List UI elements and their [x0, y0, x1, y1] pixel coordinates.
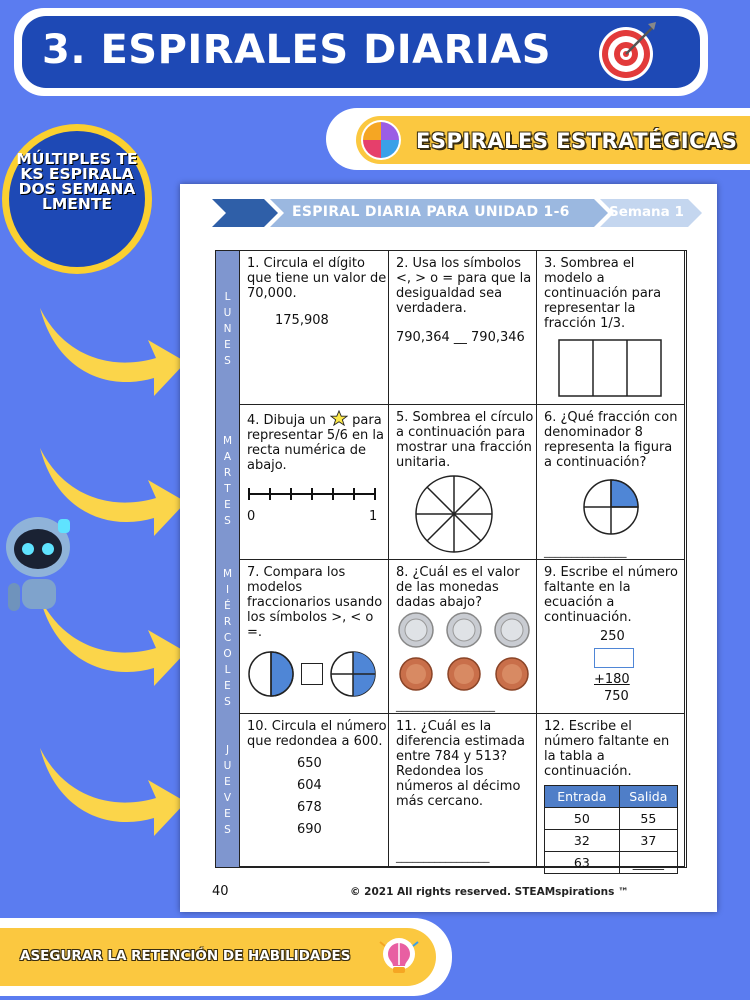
quarter-coins [399, 613, 529, 647]
day-letter: M [222, 435, 234, 447]
question-cell-7 [240, 560, 389, 714]
day-letter: A [223, 451, 233, 463]
day-letter: S [224, 696, 232, 708]
day-letter: L [224, 664, 232, 676]
table-row [545, 808, 678, 830]
comparison-answer-box[interactable] [301, 663, 323, 685]
day-letter: É [224, 600, 232, 612]
penny-coins [400, 658, 528, 690]
worksheet-header-title: ESPIRAL DIARIA PARA UNIDAD 1-6 [292, 204, 570, 220]
spiral-grid [215, 250, 687, 868]
question-cell-1 [240, 251, 389, 405]
question-text-part: 4. Dibuja un [247, 413, 326, 428]
day-letters [216, 289, 240, 369]
rounding-option[interactable]: 604 [297, 778, 322, 793]
arrow-icon [36, 300, 186, 400]
coins-illustration [396, 612, 532, 694]
question-cell-10 [240, 714, 389, 867]
day-letter: R [223, 467, 233, 479]
equation-sum: 750 [604, 689, 629, 704]
question-cell-2 [389, 251, 537, 405]
question-cell-8 [389, 560, 537, 714]
day-letters [216, 742, 240, 838]
missing-number-box[interactable] [594, 648, 634, 668]
question-cell-3 [537, 251, 685, 405]
equation-top: 250 [600, 629, 625, 644]
day-letter: E [224, 776, 232, 788]
table-row [545, 852, 678, 874]
day-label-martes [216, 405, 240, 560]
question-text: 10. Circula el número que redondea a 600. [247, 719, 387, 749]
day-letter: S [224, 515, 232, 527]
circle-quarters-model [582, 478, 640, 536]
question-cell-9 [537, 560, 685, 714]
question-text: 11. ¿Cuál es la diferencia estimada entre 784 y 513? Redondea los números al décimo más cercano. [396, 719, 525, 809]
robot-icon [0, 505, 80, 625]
table-cell: 63 [545, 852, 620, 874]
day-letter: O [223, 648, 233, 660]
day-letter: S [224, 355, 232, 367]
question-text: 7. Compara los modelos fraccionarios usando los símbolos >, < o =. [247, 565, 383, 640]
retention-label: ASEGURAR LA RETENCIÓN DE HABILIDADES [20, 948, 351, 964]
fraction-comparison [247, 650, 388, 698]
day-letter: N [223, 323, 233, 335]
equation-addend: +180 [594, 672, 630, 687]
day-label-lunes [216, 251, 240, 405]
table-cell: 37 [619, 830, 677, 852]
day-letters [216, 433, 240, 529]
number-line[interactable] [247, 487, 379, 501]
question-text: 12. Escribe el número faltante en la tabla a continuación. [544, 719, 670, 779]
day-letter: V [223, 792, 233, 804]
day-label-jueves [216, 714, 240, 867]
question-cell-11 [389, 714, 537, 867]
question-cell-12 [537, 714, 685, 870]
answer-blank[interactable]: _______________ [544, 545, 627, 558]
answer-blank[interactable]: _________________ [396, 850, 490, 863]
table-cell: 32 [545, 830, 620, 852]
number-line-zero: 0 [247, 509, 256, 524]
table-row [545, 830, 678, 852]
rounding-option[interactable]: 690 [297, 822, 322, 837]
input-output-table [544, 785, 678, 874]
page-title: 3. ESPIRALES DIARIAS [42, 27, 552, 73]
table-header-row [545, 786, 678, 808]
question-cell-5 [389, 405, 537, 560]
day-letter: J [225, 744, 231, 756]
table-header: Entrada [545, 786, 620, 808]
inequality-expression[interactable]: 790,364 __ 790,346 [396, 330, 525, 345]
question-text: 9. Escribe el número faltante en la ecuación a continuación. [544, 565, 678, 625]
day-letter: C [223, 632, 233, 644]
question-text: 6. ¿Qué fracción con denominador 8 representa la figura a continuación? [544, 410, 678, 470]
table-cell-blank[interactable]: _____ [619, 852, 677, 874]
strategy-quadrant-icon [360, 119, 402, 161]
day-letter: E [224, 680, 232, 692]
copyright: © 2021 All rights reserved. STEAMspirations ™ [350, 886, 629, 898]
strategy-label: ESPIRALES ESTRATÉGICAS [416, 129, 738, 153]
rounding-options [297, 753, 388, 841]
day-letter: T [224, 483, 232, 495]
question-text: 8. ¿Cuál es el valor de las monedas dadas abajo? [396, 565, 520, 610]
worksheet-header-week: Semana 1 [609, 204, 684, 220]
question-cell-6 [537, 405, 685, 560]
question-text: 5. Sombrea el círculo a continuación para mostrar una fracción unitaria. [396, 410, 534, 470]
day-letter: S [224, 824, 232, 836]
question-text: 3. Sombrea el modelo a continuación para representar la fracción 1/3. [544, 256, 662, 331]
circle-eighths-model[interactable] [414, 474, 494, 554]
day-letter: U [223, 760, 233, 772]
rounding-option[interactable]: 650 [297, 756, 322, 771]
table-header: Salida [619, 786, 677, 808]
page-number: 40 [212, 884, 229, 899]
day-label-miercoles [216, 560, 240, 714]
question-text: 1. Circula el dígito que tiene un valor de 70,000. [247, 256, 387, 301]
fraction-bar-model[interactable] [558, 339, 662, 397]
worksheet-page [180, 184, 717, 912]
circle-half-model [247, 650, 295, 698]
question-cell-4 [240, 405, 389, 560]
day-letter: E [224, 808, 232, 820]
rounding-option[interactable]: 678 [297, 800, 322, 815]
day-letter: I [225, 584, 231, 596]
brain-lightbulb-icon [376, 934, 422, 980]
table-cell: 55 [619, 808, 677, 830]
day-letters [216, 566, 240, 710]
question-text: 2. Usa los símbolos <, > o = para que la desigualdad sea verdadera. [396, 256, 532, 316]
table-cell: 50 [545, 808, 620, 830]
day-letter: R [223, 616, 233, 628]
day-letter: M [222, 568, 234, 580]
answer-blank[interactable]: __________________ [396, 699, 495, 712]
day-letter: U [223, 307, 233, 319]
circle-two-quarters-model [329, 650, 377, 698]
day-letter: E [224, 499, 232, 511]
target-icon [596, 20, 660, 84]
question-text [247, 410, 388, 473]
teks-badge-text: MÚLTIPLES TEKS ESPIRALADOS SEMANALMENTE [16, 150, 138, 213]
day-letter: L [224, 291, 232, 303]
question-text-part: para representar 5/6 en la recta numérica de abajo. [247, 413, 384, 473]
number-line-labels [247, 509, 379, 525]
day-letter: E [224, 339, 232, 351]
number-line-one: 1 [369, 509, 378, 524]
arrow-icon [36, 740, 186, 840]
star-icon [330, 410, 348, 426]
question-number[interactable]: 175,908 [275, 313, 329, 328]
